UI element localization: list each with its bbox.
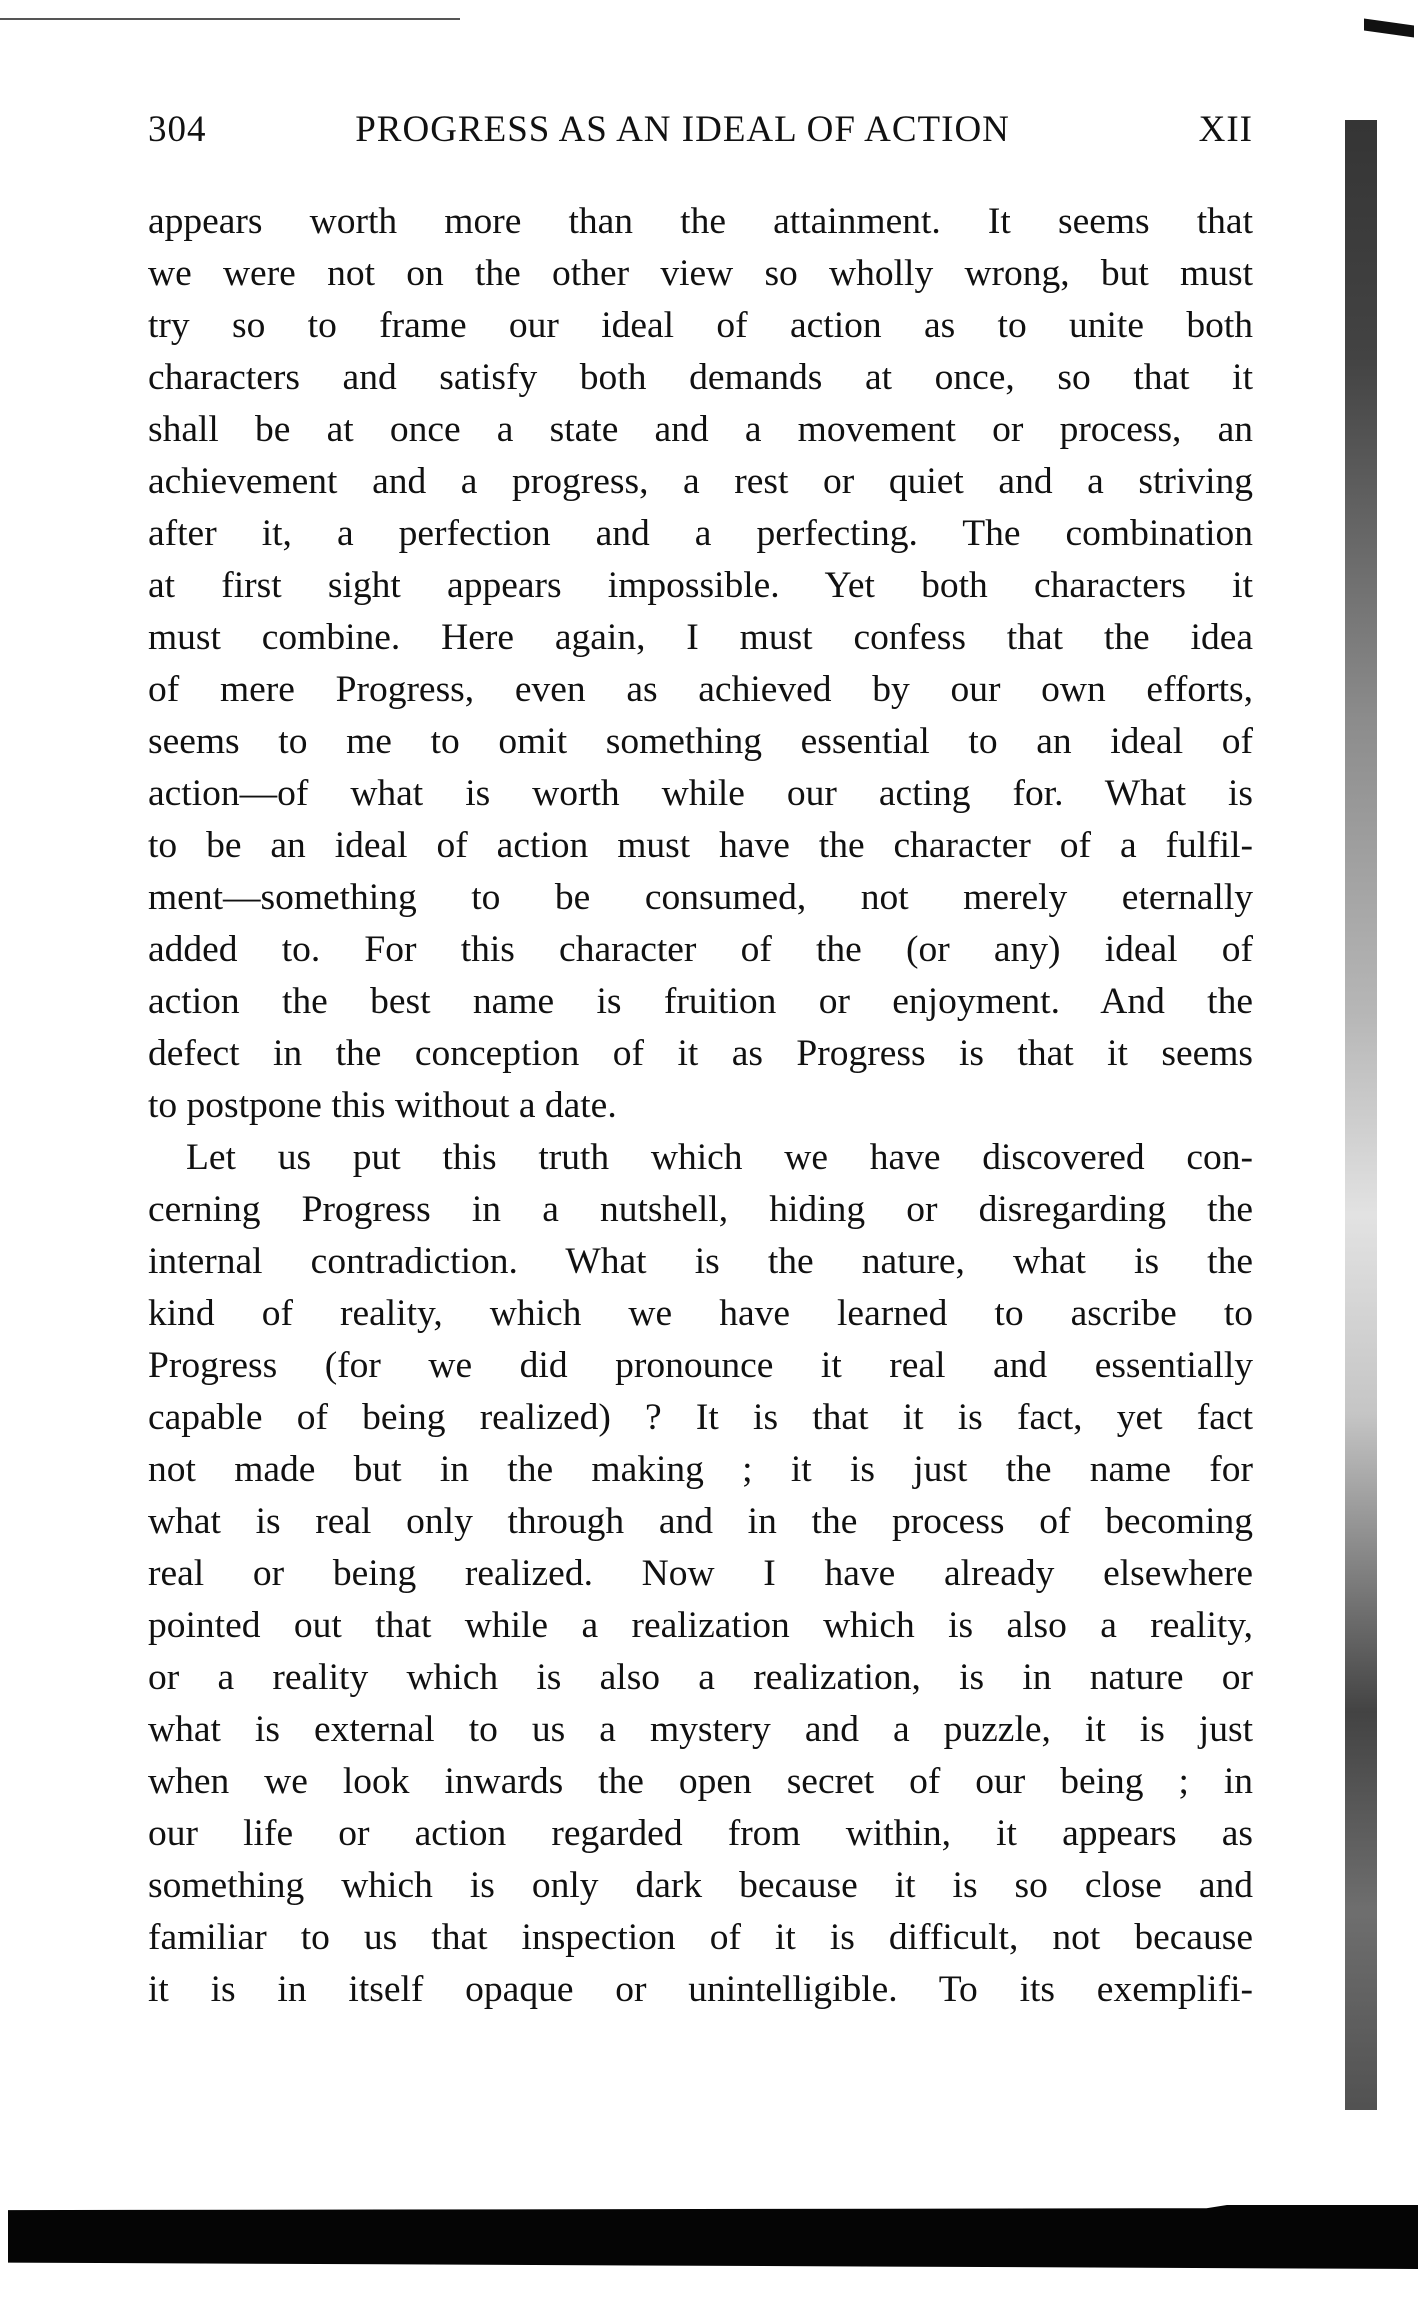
chapter-number: XII <box>1198 109 1253 150</box>
text-line: characters and satisfy both demands at once, so that it <box>148 357 1253 398</box>
text-line: capable of being realized) ? It is that it is fact, yet fact <box>148 1397 1253 1438</box>
running-header <box>148 108 1253 151</box>
text-line: we were not on the other view so wholly wrong, but must <box>148 253 1253 294</box>
scan-bottom-edge <box>8 2205 1418 2269</box>
text-line: something which is only dark because it is so close and <box>148 1865 1253 1906</box>
text-line: after it, a perfection and a perfecting. The combination <box>148 513 1253 554</box>
text-line: of mere Progress, even as achieved by our own efforts, <box>148 669 1253 710</box>
text-line: defect in the conception of it as Progress is that it seems <box>148 1033 1253 1074</box>
text-line: ment—something to be consumed, not merely eternally <box>148 877 1253 918</box>
text-line: pointed out that while a realization which is also a reality, <box>148 1605 1253 1646</box>
text-line: when we look inwards the open secret of our being ; in <box>148 1761 1253 1802</box>
text-line: Progress (for we did pronounce it real and essentially <box>148 1345 1253 1386</box>
text-line: or a reality which is also a realization, is in nature or <box>148 1657 1253 1698</box>
text-line: Let us put this truth which we have discovered con- <box>186 1137 1253 1178</box>
text-line: kind of reality, which we have learned to ascribe to <box>148 1293 1253 1334</box>
text-line: try so to frame our ideal of action as to unite both <box>148 305 1253 346</box>
text-line: at first sight appears impossible. Yet both characters it <box>148 565 1253 606</box>
text-line: familiar to us that inspection of it is difficult, not because <box>148 1917 1253 1958</box>
text-line: not made but in the making ; it is just the name for <box>148 1449 1253 1490</box>
page-number: 304 <box>148 109 207 150</box>
page-body-text <box>148 196 1253 2016</box>
scan-corner-mark <box>1364 18 1414 37</box>
text-line: appears worth more than the attainment. It seems that <box>148 201 1253 242</box>
text-line: our life or action regarded from within, it appears as <box>148 1813 1253 1854</box>
text-line: action—of what is worth while our acting for. What is <box>148 773 1253 814</box>
text-line: cerning Progress in a nutshell, hiding or disregarding the <box>148 1189 1253 1230</box>
text-line: added to. For this character of the (or any) ideal of <box>148 929 1253 970</box>
text-line: achievement and a progress, a rest or quiet and a striving <box>148 461 1253 502</box>
text-line: what is real only through and in the process of becoming <box>148 1501 1253 1542</box>
text-line: it is in itself opaque or unintelligible. To its exemplifi- <box>148 1969 1253 2010</box>
text-line: what is external to us a mystery and a puzzle, it is just <box>148 1709 1253 1750</box>
text-line: to postpone this without a date. <box>148 1085 617 1126</box>
text-line: to be an ideal of action must have the character of a fulfil- <box>148 825 1253 866</box>
text-line: must combine. Here again, I must confess that the idea <box>148 617 1253 658</box>
top-rule <box>0 18 460 20</box>
text-line: real or being realized. Now I have already elsewhere <box>148 1553 1253 1594</box>
text-line: shall be at once a state and a movement or process, an <box>148 409 1253 450</box>
text-line: seems to me to omit something essential to an ideal of <box>148 721 1253 762</box>
running-title: PROGRESS AS AN IDEAL OF ACTION <box>355 109 1010 150</box>
text-line: action the best name is fruition or enjoyment. And the <box>148 981 1253 1022</box>
text-line: internal contradiction. What is the nature, what is the <box>148 1241 1253 1282</box>
scan-spine-shadow <box>1345 120 1377 2110</box>
